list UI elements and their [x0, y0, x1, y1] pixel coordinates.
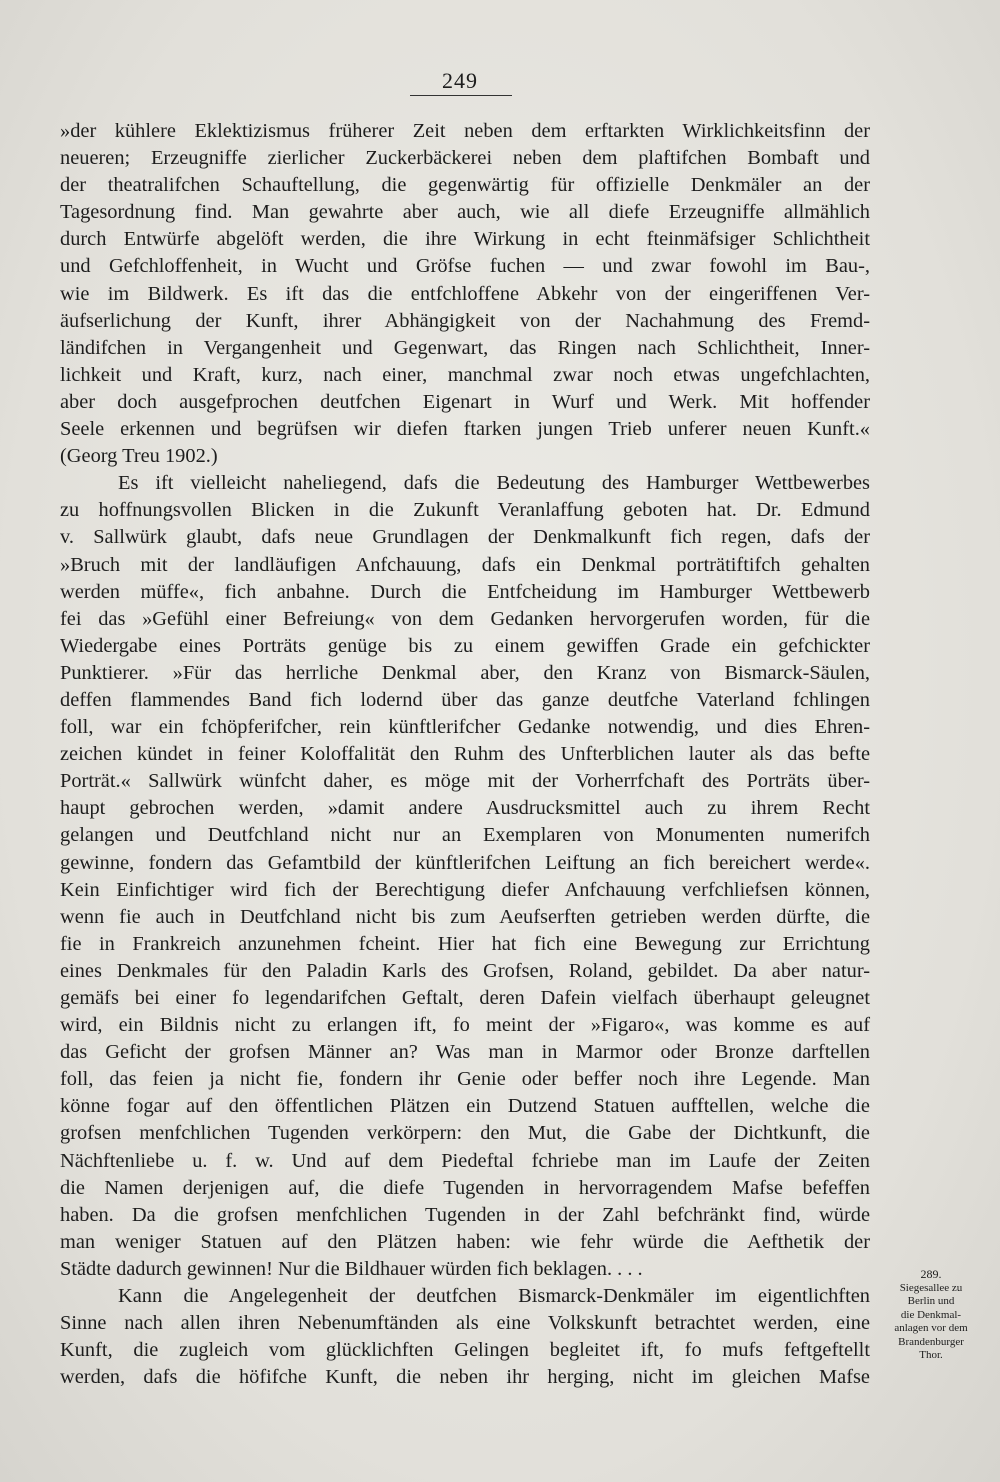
text-line: fie in Frankreich anzunehmen fcheint. Hier hat fich eine Bewegung zur Errichtung — [60, 932, 870, 955]
marginal-note — [872, 1268, 990, 1363]
text-line: die Namen derjenigen auf, die diefe Tugenden in hervorragendem Mafse befeffen — [60, 1176, 870, 1199]
body-text — [60, 118, 870, 1391]
text-line: fei das »Gefühl einer Befreiung« von dem Gedanken hervorgerufen worden, für die — [60, 607, 870, 630]
text-line: man weniger Statuen auf den Plätzen haben: wie fehr würde die Aefthetik der — [60, 1230, 870, 1253]
text-line: Kunft, die zugleich vom glücklichften Gelingen begleitet ift, fo mufs feftgeftellt — [60, 1339, 870, 1362]
text-line: wie im Bildwerk. Es ift das die entfchloffene Abkehr von der eingeriffenen Ver- — [60, 282, 870, 305]
page-number: 249 — [442, 68, 478, 93]
marginal-note-number: 289. — [920, 1267, 942, 1281]
text-line: äufserlichung der Kunft, ihrer Abhängigkeit von der Nachahmung des Fremd- — [60, 309, 870, 332]
text-line: Kein Einfichtiger wird fich der Berechtigung diefer Anfchauung verfchliefsen können, — [60, 878, 870, 901]
text-line: eines Denkmales für den Paladin Karls des Grofsen, Roland, gebildet. Da aber natur- — [60, 959, 870, 982]
text-line: Sinne nach allen ihren Nebenumftänden als eine Volkskunft betrachtet werden, eine — [60, 1312, 870, 1335]
text-line: werden müffe«, fich anbahne. Durch die Entfcheidung im Hamburger Wettbewerb — [60, 580, 870, 603]
text-line: zeichen kündet in feiner Koloffalität den Ruhm des Unfterblichen lauter als das befte — [60, 743, 870, 766]
marginal-note-line: Siegesallee zu — [899, 1281, 963, 1294]
text-line: neueren; Erzeugniffe zierlicher Zuckerbäckerei neben dem plaftifchen Bombaft und — [60, 147, 870, 170]
text-line: zu hoffnungsvollen Blicken in die Zukunft Veranlaffung geboten hat. Dr. Edmund — [60, 499, 870, 522]
text-line: aber doch ausgefprochen deutfchen Eigenart in Wurf und Werk. Mit hoffender — [60, 390, 870, 413]
text-line: »Bruch mit der landläufigen Anfchauung, dafs ein Denkmal porträtiftifch gehalten — [60, 553, 870, 576]
marginal-note-line: anlagen vor dem — [894, 1322, 968, 1334]
text-line: foll, das feien ja nicht fie, fondern ihr Genie oder beffer noch ihre Legende. Man — [60, 1068, 870, 1091]
text-line: ländifchen in Vergangenheit und Gegenwart, das Ringen nach Schlichtheit, Inner- — [60, 336, 870, 359]
text-line: der theatralifchen Schauftellung, die gegenwärtig für offizielle Denkmäler an der — [60, 174, 870, 197]
text-line: lichkeit und Kraft, kurz, nach einer, manchmal zwar noch etwas ungefchlachten, — [60, 363, 870, 386]
text-line: v. Sallwürk glaubt, dafs neue Grundlagen der Denkmalkunft fich regen, dafs der — [60, 526, 870, 549]
text-line: haupt gebrochen werden, »damit andere Ausdrucksmittel auch zu ihrem Recht — [60, 797, 870, 820]
text-line: Kann die Angelegenheit der deutfchen Bismarck-Denkmäler im eigentlichften — [118, 1285, 870, 1308]
marginal-note-line: die Denkmal- — [900, 1308, 962, 1321]
marginal-note-line: Thor. — [919, 1349, 943, 1361]
text-line: das Geficht der grofsen Männer an? Was man in Marmor oder Bronze darftellen — [60, 1041, 870, 1064]
text-line: »der kühlere Eklektizismus früherer Zeit neben dem erftarkten Wirklichkeitsfinn der — [60, 120, 870, 142]
text-line: haben. Da die grofsen menfchlichen Tugenden in der Zahl befchränkt find, würde — [60, 1203, 870, 1226]
page-number-rule — [410, 95, 512, 96]
text-line: durch Entwürfe abgelöft werden, die ihre Wirkung in echt fteinmäfsiger Schlichtheit — [60, 228, 870, 251]
text-line: gewinne, fondern das Gefamtbild der künftlerifchen Leiftung an fich bereichert werde«. — [60, 851, 870, 874]
text-line: Nächftenliebe u. f. w. Und auf dem Piedeftal fchriebe man im Laufe der Zeiten — [60, 1149, 870, 1172]
text-line: könne fogar auf den öffentlichen Plätzen ein Dutzend Statuen aufftellen, welche die — [60, 1095, 870, 1118]
text-line: gelangen und Deutfchland nicht nur an Exemplaren von Monumenten numerifch — [60, 824, 870, 847]
text-line: und Gefchloffenheit, in Wucht und Gröfse fuchen — und zwar fowohl im Bau-, — [60, 255, 870, 278]
marginal-note-line: Brandenburger — [898, 1335, 964, 1348]
marginal-note-line: Berlin und — [907, 1295, 955, 1307]
text-line: Wiedergabe eines Porträts genüge bis zu einem gewiffen Grade ein gefchickter — [60, 634, 870, 657]
text-line: werden, dafs die höfifche Kunft, die neben ihr herging, nicht im gleichen Mafse — [60, 1366, 870, 1389]
text-line: grofsen menfchlichen Tugenden verkörpern: den Mut, die Gabe der Dichtkunft, die — [60, 1122, 870, 1145]
text-line: deffen flammendes Band fich lodernd über das ganze deutfche Vaterland fchlingen — [60, 688, 870, 711]
text-line: Es ift vielleicht naheliegend, dafs die Bedeutung des Hamburger Wettbewerbes — [118, 472, 870, 495]
text-line: Städte dadurch gewinnen! Nur die Bildhauer würden fich beklagen. . . . — [60, 1257, 643, 1280]
text-line: (Georg Treu 1902.) — [60, 445, 218, 468]
text-line: Seele erkennen und begrüfsen wir diefen ftarken jungen Trieb unferer neuen Kunft.« — [60, 418, 870, 441]
text-line: Punktierer. »Für das herrliche Denkmal aber, den Kranz von Bismarck-Säulen, — [60, 661, 870, 684]
text-line: Porträt.« Sallwürk wünfcht daher, es möge mit der Vorherrfchaft des Porträts über- — [60, 770, 870, 793]
text-line: foll, war ein fchöpferifcher, rein künftlerifcher Gedanke notwendig, und dies Ehren- — [60, 716, 870, 739]
text-line: wird, ein Bildnis nicht zu erlangen ift, fo meint der »Figaro«, was komme es auf — [60, 1014, 870, 1037]
text-line: Tagesordnung find. Man gewahrte aber auch, wie all diefe Erzeugniffe allmählich — [60, 201, 870, 224]
text-line: gemäfs bei einer fo legendarifchen Geftalt, deren Dafein vielfach überhaupt geleugnet — [60, 987, 870, 1009]
text-line: wenn fie auch in Deutfchland nicht bis zum Aeufserften getrieben werden dürfte, die — [60, 905, 870, 928]
